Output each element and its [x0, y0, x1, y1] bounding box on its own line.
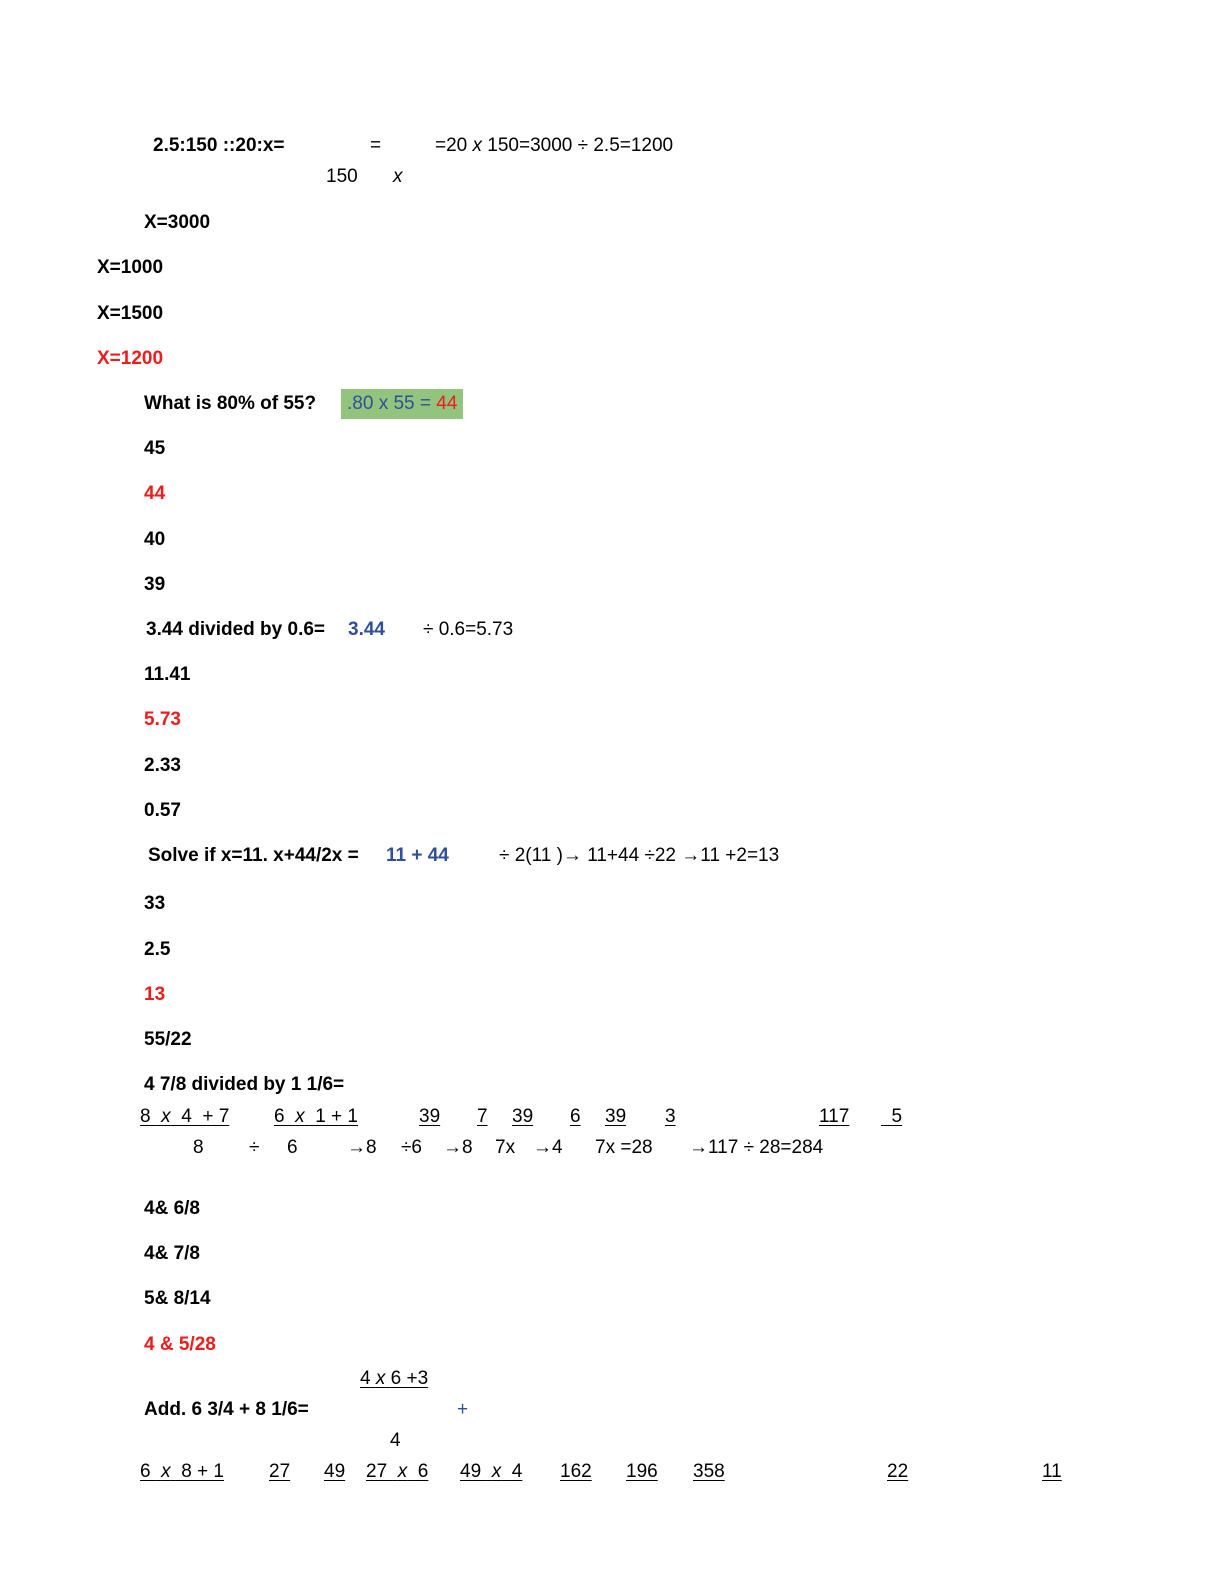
q2-option-a: 45: [144, 438, 166, 459]
q6-numerator-10: 11: [1042, 1461, 1062, 1482]
q5-numerator-3: 39: [419, 1106, 441, 1127]
q2-option-c: 40: [144, 529, 166, 550]
q5-denominator-2: 6: [287, 1137, 298, 1158]
q6-plus-sign: +: [457, 1399, 469, 1420]
q5-option-c: 5& 8/14: [144, 1288, 211, 1309]
q1-option-c: X=1500: [97, 303, 164, 324]
q1-work: =20 x 150=3000 ÷ 2.5=1200: [435, 135, 674, 156]
q6-numerator-7: 196: [626, 1461, 658, 1482]
q5-numerator-4: 7: [477, 1106, 488, 1127]
q4-work-numerator: 11 + 44: [386, 845, 449, 866]
q6-numerator-9: 22: [887, 1461, 909, 1482]
q5-numerator-7: 39: [605, 1106, 627, 1127]
q3-answer: 5.73: [144, 709, 181, 730]
q5-numerator-2: 6 x 1 + 1: [274, 1106, 358, 1127]
q2-work-expression: .80 x 55 =: [347, 393, 437, 414]
q1-equals: =: [370, 135, 382, 156]
q5-step-2: ÷6: [401, 1137, 422, 1158]
q6-numerator-3: 49: [324, 1461, 346, 1482]
q1-option-b: X=1000: [97, 257, 164, 278]
q1-prompt: 2.5:150 ::20:x=: [153, 135, 285, 156]
q4-answer: 13: [144, 984, 166, 1005]
q5-numerator-9: 117: [819, 1106, 850, 1127]
q3-prompt: 3.44 divided by 0.6=: [146, 619, 331, 640]
q3-option-d: 0.57: [144, 800, 181, 821]
q6-numerator-2: 27: [269, 1461, 291, 1482]
q1-answer: X=1200: [97, 348, 164, 369]
q5-step-3: →8: [443, 1137, 473, 1158]
q4-option-a: 33: [144, 893, 166, 914]
q4-work: ÷ 2(11 )→ 11+44 ÷22 →11 +2=13: [499, 845, 780, 866]
q3-work: ÷ 0.6=5.73: [423, 619, 514, 640]
q1-option-a: X=3000: [144, 212, 211, 233]
q5-numerator-10: 5: [881, 1106, 903, 1127]
q5-numerator-5: 39: [512, 1106, 534, 1127]
q5-step-7: →117 ÷ 28=284: [689, 1137, 824, 1158]
q6-numerator-1: 6 x 8 + 1: [140, 1461, 224, 1482]
q5-numerator-8: 3: [665, 1106, 676, 1127]
q6-top-expression: 4 x 6 +3: [360, 1368, 429, 1389]
q5-step-1: →8: [347, 1137, 377, 1158]
q1-denominator-x: x: [393, 166, 403, 187]
q5-divide-sign: ÷: [249, 1137, 260, 1158]
q6-numerator-8: 358: [693, 1461, 725, 1482]
q5-numerator-1: 8 x 4 + 7: [140, 1106, 230, 1127]
q5-option-b: 4& 7/8: [144, 1243, 200, 1264]
q4-option-d: 55/22: [144, 1029, 192, 1050]
q6-prompt: Add. 6 3/4 + 8 1/6=: [144, 1399, 309, 1420]
q3-work-numerator: 3.44: [348, 619, 385, 640]
q5-answer: 4 & 5/28: [144, 1334, 216, 1355]
q2-answer: 44: [144, 483, 166, 504]
q5-denominator-1: 8: [193, 1137, 204, 1158]
q2-prompt: What is 80% of 55?: [144, 393, 317, 414]
q5-step-5: →4: [533, 1137, 563, 1158]
q5-step-4: 7x: [495, 1137, 516, 1158]
q2-work-result: 44: [436, 393, 458, 414]
q2-work-highlight: [341, 389, 463, 419]
q3-option-c: 2.33: [144, 755, 181, 776]
q6-numerator-4: 27 x 6: [366, 1461, 429, 1482]
q1-denominator-150: 150: [326, 166, 358, 187]
q3-option-a: 11.41: [144, 664, 191, 685]
q5-numerator-6: 6: [570, 1106, 581, 1127]
q6-numerator-6: 162: [560, 1461, 592, 1482]
q6-numerator-5: 49 x 4: [460, 1461, 523, 1482]
q6-bottom-4: 4: [390, 1430, 401, 1451]
q5-prompt: 4 7/8 divided by 1 1/6=: [144, 1074, 345, 1095]
q5-step-6: 7x =28: [595, 1137, 653, 1158]
q4-prompt: Solve if x=11. x+44/2x =: [148, 845, 365, 866]
q5-option-a: 4& 6/8: [144, 1198, 200, 1219]
q2-option-d: 39: [144, 574, 166, 595]
q4-option-b: 2.5: [144, 939, 171, 960]
